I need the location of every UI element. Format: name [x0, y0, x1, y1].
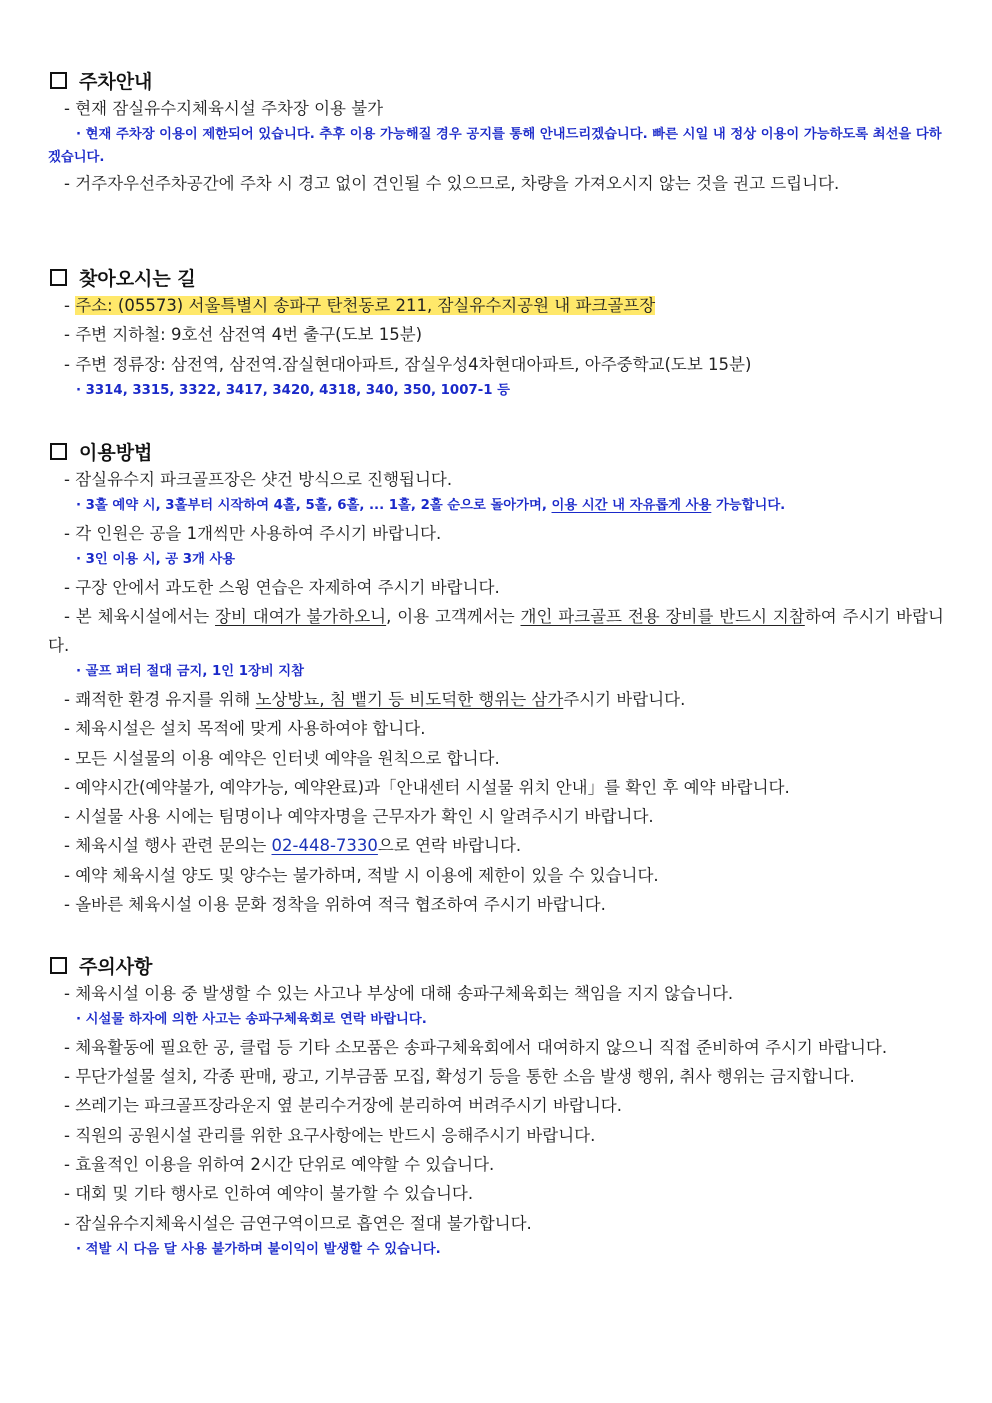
- usage-line-4a: - 본 체육시설에서는: [64, 606, 216, 626]
- usage-line-5: [48, 685, 944, 714]
- checkbox-bullet-icon: [50, 72, 67, 89]
- parking-section: [48, 66, 944, 199]
- usage-line-8: - 예약시간(예약불가, 예약가능, 예약완료)과「안내센터 시설물 위치 안내」를 확인 후 예약 바랍니다.: [64, 777, 790, 797]
- caution-note-8: · 적발 시 다음 달 사용 불가하며 불이익이 발생할 수 있습니다.: [76, 1241, 441, 1257]
- parking-title: 주차안내: [79, 70, 153, 93]
- parking-line-2: - 거주자우선주차공간에 주차 시 경고 없이 견인될 수 있으므로, 차량을 가져오시지 않는 것을 권고 드립니다.: [64, 174, 840, 194]
- caution-line-7: - 대회 및 기타 행사로 인하여 예약이 불가할 수 있습니다.: [64, 1184, 474, 1204]
- checkbox-bullet-icon: [50, 957, 67, 974]
- usage-title: 이용방법: [79, 441, 153, 464]
- usage-line-11: - 예약 체육시설 양도 및 양수는 불가하며, 적발 시 이용에 제한이 있을 수 있습니다.: [64, 865, 659, 885]
- parking-note: · 현재 주차장 이용이 제한되어 있습니다. 추후 이용 가능해질 경우 공지를 통해 안내드리겠습니다. 빠른 시일 내 정상 이용이 가능하도록 최선을 다하겠습니다.: [48, 127, 942, 166]
- checkbox-bullet-icon: [50, 269, 67, 286]
- usage-note-1a: · 3홀 예약 시, 3홀부터 시작하여 4홀, 5홀, 6홀, ... 1홀, 2홀 순으로 돌아가며,: [76, 498, 552, 514]
- phone-link[interactable]: 02-448-7330: [271, 836, 378, 856]
- caution-title: 주의사항: [79, 955, 153, 978]
- usage-line-3: - 구장 안에서 과도한 스윙 연습은 자제하여 주시기 바랍니다.: [64, 577, 500, 597]
- subway-line: - 주변 지하철: 9호선 삼전역 4번 출구(도보 15분): [64, 325, 423, 345]
- usage-note-1-underlined: 이용 시간 내 자유롭게 사용: [551, 498, 712, 514]
- usage-note-2: · 3인 이용 시, 공 3개 사용: [76, 552, 236, 568]
- usage-line-9: - 시설물 사용 시에는 팀명이나 예약자명을 근무자가 확인 시 알려주시기 바랍니다.: [64, 807, 654, 827]
- address-highlight: 주소: (05573) 서울특별시 송파구 탄천동로 211, 잠실유수지공원 내 파크골프장: [75, 296, 656, 315]
- usage-line-5a: - 쾌적한 환경 유지를 위해: [64, 689, 256, 709]
- caution-heading: [48, 951, 944, 979]
- caution-line-8: - 잠실유수지체육시설은 금연구역이므로 흡연은 절대 불가합니다.: [64, 1213, 532, 1233]
- usage-line-10a: - 체육시설 행사 관련 문의는: [64, 836, 272, 856]
- usage-line-4-no-rental: 장비 대여가 불가하오니: [215, 606, 387, 626]
- usage-line-10: [48, 831, 944, 860]
- usage-line-7: - 모든 시설물의 이용 예약은 인터넷 예약을 원칙으로 합니다.: [64, 748, 500, 768]
- usage-line-4e: 하여 주시기 바랍니다.: [48, 606, 944, 656]
- parking-heading: [48, 66, 944, 94]
- caution-note-1: · 시설물 하자에 의한 사고는 송파구체육회로 연락 바랍니다.: [76, 1012, 427, 1028]
- usage-line-5c: 주시기 바랍니다.: [563, 689, 686, 709]
- usage-line-10b: 으로 연락 바랍니다.: [377, 836, 522, 856]
- usage-line-2: - 각 인원은 공을 1개씩만 사용하여 주시기 바랍니다.: [64, 523, 442, 543]
- usage-line-5-underlined: 노상방뇨, 침 뱉기 등 비도덕한 행위는 삼가: [255, 689, 564, 709]
- directions-title: 찾아오시는 길: [79, 267, 196, 290]
- caution-line-3: - 무단가설물 설치, 각종 판매, 광고, 기부금품 모집, 확성기 등을 통한 소음 발생 행위, 취사 행위는 금지합니다.: [64, 1067, 855, 1087]
- usage-line-4-own-equipment: 개인 파크골프 전용 장비를 반드시 지참: [520, 606, 805, 626]
- directions-heading: [48, 263, 944, 291]
- usage-heading: [48, 437, 944, 465]
- usage-line-1: - 잠실유수지 파크골프장은 샷건 방식으로 진행됩니다.: [64, 470, 453, 489]
- caution-line-1: - 체육시설 이용 중 발생할 수 있는 사고나 부상에 대해 송파구체육회는 책임을 지지 않습니다.: [64, 984, 734, 1003]
- bus-stops-line: - 주변 정류장: 삼전역, 삼전역.잠실현대아파트, 잠실우성4차현대아파트, 아주중학교(도보 15분): [64, 354, 752, 374]
- usage-line-6: - 체육시설은 설치 목적에 맞게 사용하여야 합니다.: [64, 719, 426, 739]
- parking-line-1: - 현재 잠실유수지체육시설 주차장 이용 불가: [64, 99, 384, 118]
- usage-note-4: · 골프 퍼터 절대 금지, 1인 1장비 지참: [76, 664, 304, 680]
- usage-line-4c: , 이용 고객께서는: [386, 606, 521, 626]
- bus-lines-note: · 3314, 3315, 3322, 3417, 3420, 4318, 340, 350, 1007-1 등: [76, 382, 510, 398]
- checkbox-bullet-icon: [50, 443, 67, 460]
- usage-note-1c: 가능합니다.: [711, 498, 786, 514]
- caution-line-2: - 체육활동에 필요한 공, 클럽 등 기타 소모품은 송파구체육회에서 대여하지 않으니 직접 준비하여 주시기 바랍니다.: [64, 1037, 888, 1057]
- caution-line-4: - 쓰레기는 파크골프장라운지 옆 분리수거장에 분리하여 버려주시기 바랍니다.: [64, 1096, 622, 1116]
- usage-line-12: - 올바른 체육시설 이용 문화 정착을 위하여 적극 협조하여 주시기 바랍니다.: [64, 895, 606, 915]
- caution-line-5: - 직원의 공원시설 관리를 위한 요구사항에는 반드시 응해주시기 바랍니다.: [64, 1125, 596, 1145]
- usage-section: [48, 437, 944, 919]
- usage-note-1: [48, 494, 944, 519]
- address-dash: -: [64, 296, 76, 315]
- directions-section: [48, 263, 944, 403]
- caution-section: [48, 951, 944, 1262]
- address-line: [48, 291, 944, 320]
- caution-line-6: - 효율적인 이용을 위하여 2시간 단위로 예약할 수 있습니다.: [64, 1154, 495, 1174]
- usage-line-4: [48, 602, 944, 661]
